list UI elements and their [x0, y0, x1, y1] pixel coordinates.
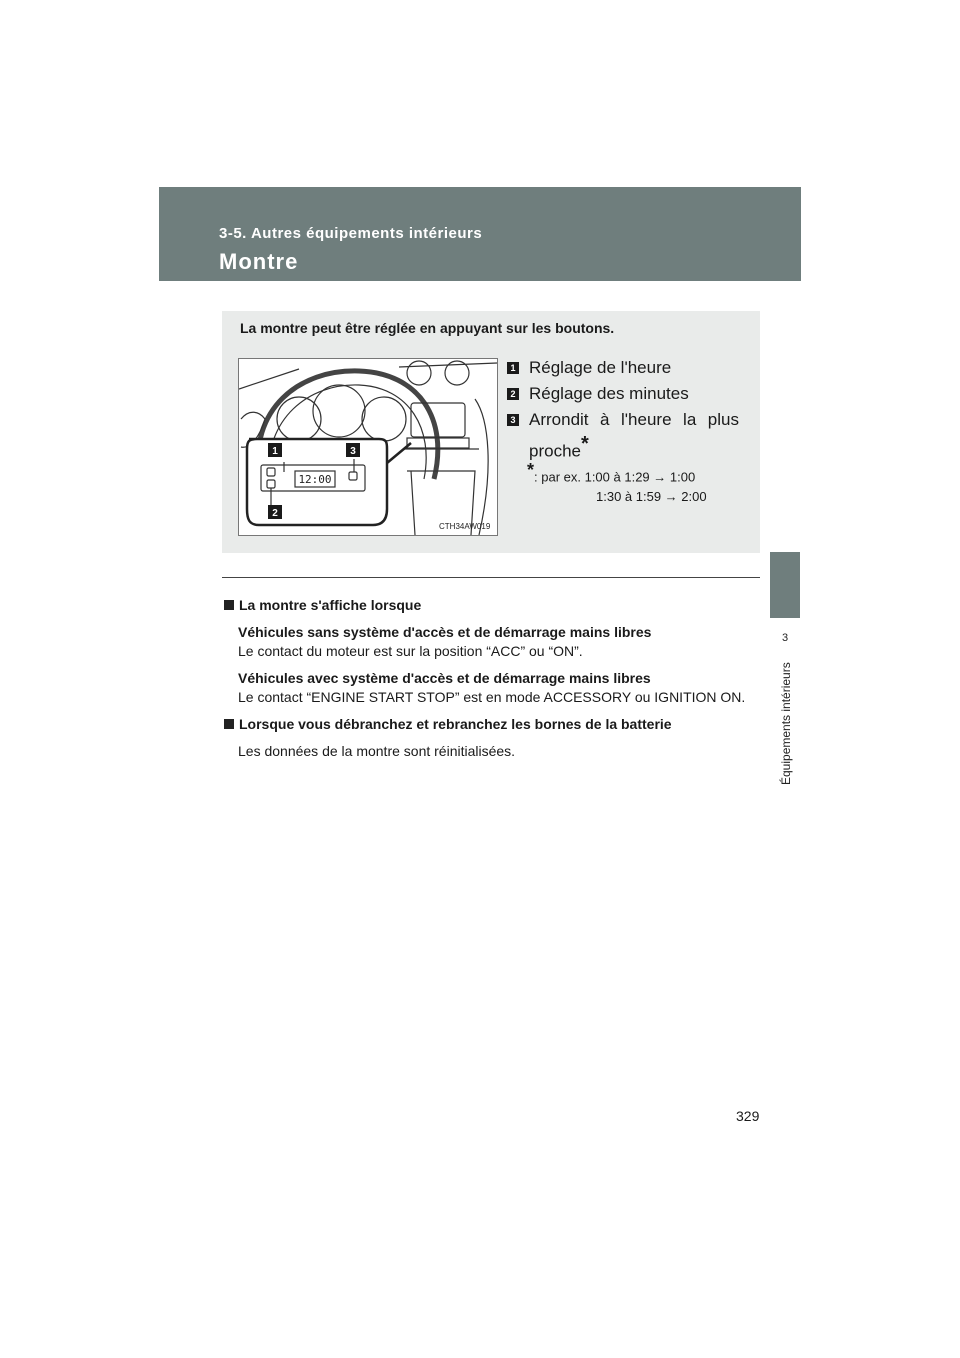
subheading [224, 715, 754, 734]
square-bullet-icon [224, 600, 234, 610]
section-header [159, 187, 801, 281]
callout-2: 2 [272, 508, 278, 519]
callout-1: 1 [272, 446, 278, 457]
page-number: 329 [736, 1108, 760, 1124]
footnote-line1: : par ex. 1:00 à 1:29 → 1:00 [534, 469, 696, 485]
section-label: 3-5. Autres équipements intérieurs [219, 225, 483, 242]
button-function-list [507, 356, 739, 466]
square-bullet-icon [224, 719, 234, 729]
paragraph: Le contact “ENGINE START STOP” est en mode ACCESSORY ou IGNITION ON. [238, 689, 746, 705]
chapter-tab [770, 552, 800, 618]
list-item [507, 356, 739, 380]
intro-text: La montre peut être réglée en appuyant sur les boutons. [240, 320, 615, 336]
subheading [224, 596, 754, 615]
footnote-mark: * [527, 460, 535, 480]
paragraph: Le contact du moteur est sur la position “ACC” ou “ON”. [238, 643, 583, 659]
list-item [507, 382, 739, 406]
item-text: Réglage des minutes [529, 384, 689, 403]
callout-3: 3 [350, 446, 356, 457]
item-number-badge: 1 [507, 362, 519, 374]
item-text-line1: Arrondit à l'heure la plus [529, 410, 739, 429]
subheading-text: Lorsque vous débranchez et rebranchez les bornes de la batterie [239, 716, 672, 732]
dashboard-illustration [238, 358, 498, 536]
footnote-line2: 1:30 à 1:59 → 2:00 [596, 489, 707, 505]
list-item [507, 408, 739, 464]
subheading-text: La montre s'affiche lorsque [239, 597, 422, 613]
chapter-label-container [773, 650, 797, 785]
chapter-number: 3 [781, 632, 789, 644]
paragraph: Les données de la montre sont réinitialisées. [238, 743, 516, 759]
item-number-badge: 3 [507, 414, 519, 426]
item-text: Réglage de l'heure [529, 358, 672, 377]
condition-title: Véhicules sans système d'accès et de démarrage mains libres [238, 624, 652, 640]
item-number-badge: 2 [507, 388, 519, 400]
chapter-label: Équipements intérieurs [779, 662, 793, 785]
footnote-mark: * [580, 433, 589, 455]
clock-display: 12:00 [298, 473, 332, 486]
body-text [224, 596, 754, 769]
illustration-code: CTH34AW019 [439, 522, 491, 531]
condition-title: Véhicules avec système d'accès et de démarrage mains libres [238, 670, 651, 686]
divider [222, 577, 760, 578]
item-text-word: proche [529, 441, 581, 461]
item-text-line2 [529, 432, 739, 464]
page-title: Montre [219, 249, 299, 274]
dashboard-drawing [239, 359, 497, 535]
footnote [527, 460, 707, 507]
